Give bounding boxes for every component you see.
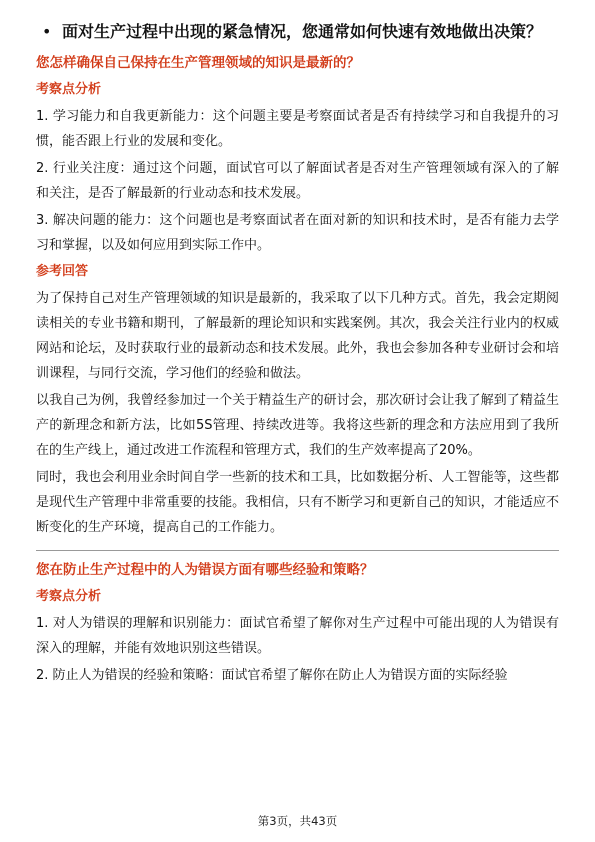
top-question-item: [36, 20, 559, 44]
section2-analysis-item: 2. 防止人为错误的经验和策略：面试官希望了解你在防止人为错误方面的实际经验: [36, 668, 508, 683]
bullet-dot-icon: •: [42, 22, 52, 41]
section1-analysis-heading: 考察点分析: [36, 82, 102, 97]
section1-answer-paragraph: 以我自己为例，我曾经参加过一个关于精益生产的研讨会，那次研讨会让我了解到了精益生产的新理念和新方法，比如5S管理、持续改进等。我将这些新的理念和方法应用到了我所在的生产线上，通过改进工作流程和管理方式，我们的生产效率提高了20%。: [36, 393, 559, 458]
section1-analysis-item: 3. 解决问题的能力：这个问题也是考察面试者在面对新的知识和技术时，是否有能力去学习和掌握，以及如何应用到实际工作中。: [36, 213, 559, 253]
section2-analysis-item: 1. 对人为错误的理解和识别能力：面试官希望了解你对生产过程中可能出现的人为错误有深入的理解，并能有效地识别这些错误。: [36, 616, 559, 656]
section2-question: 您在防止生产过程中的人为错误方面有哪些经验和策略？: [36, 562, 374, 578]
section1-answer-paragraph: 同时，我也会利用业余时间自学一些新的技术和工具，比如数据分析、人工智能等，这些都是现代生产管理中非常重要的技能。我相信，只有不断学习和更新自己的知识，才能适应不断变化的生产环境，提高自己的工作能力。: [36, 470, 559, 535]
section-divider: [36, 550, 559, 551]
document-page: [36, 20, 559, 690]
section2-analysis-heading: 考察点分析: [36, 589, 102, 604]
section1-analysis-item: 1. 学习能力和自我更新能力：这个问题主要是考察面试者是否有持续学习和自我提升的习惯，能否跟上行业的发展和变化。: [36, 109, 559, 149]
top-question-text: 面对生产过程中出现的紧急情况，您通常如何快速有效地做出决策？: [62, 22, 543, 41]
section1-question: 您怎样确保自己保持在生产管理领域的知识是最新的？: [36, 55, 360, 71]
page-number-footer: 第3页，共43页: [257, 814, 338, 828]
section1-answer-heading: 参考回答: [36, 264, 89, 279]
section1-answer-paragraph: 为了保持自己对生产管理领域的知识是最新的，我采取了以下几种方式。首先，我会定期阅读相关的专业书籍和期刊，了解最新的理论知识和实践案例。其次，我会关注行业内的权威网站和论坛，及时获取行业的最新动态和技术发展。此外，我也会参加各种专业研讨会和培训课程，与同行交流，学习他们的经验和做法。: [36, 291, 559, 381]
section1-analysis-item: 2. 行业关注度：通过这个问题，面试官可以了解面试者是否对生产管理领域有深入的了解和关注，是否了解最新的行业动态和技术发展。: [36, 161, 559, 201]
